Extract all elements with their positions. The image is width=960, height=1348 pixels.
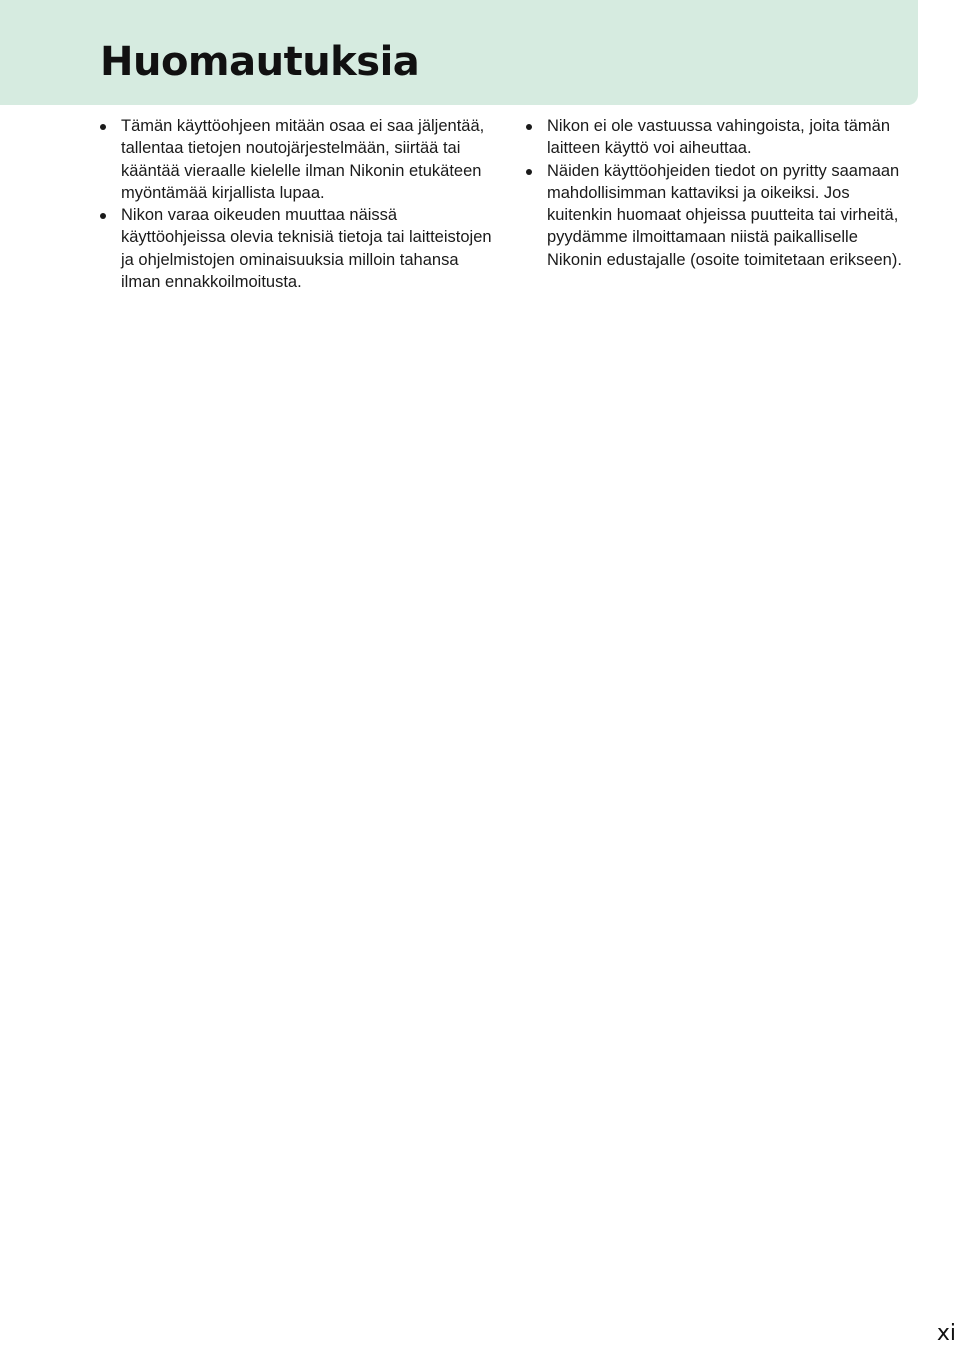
list-item [100,115,500,204]
page-title: Huomautuksia [100,39,420,85]
list-item [100,204,500,293]
right-column-list [526,115,906,271]
list-item [526,115,906,160]
list-item-text: Tämän käyttöohjeen mitään osaa ei saa jäljentää, tallentaa tietojen noutojärjestelmään, siirtää tai kääntää vieraalle kielelle ilman Nikonin etukäteen myöntämää kirjallista lupaa. [121,117,485,202]
page-number: xi [936,1321,956,1346]
list-item-text: Nikon ei ole vastuussa vahingoista, joita tämän laitteen käyttö voi aiheuttaa. [547,117,891,158]
bullet-icon [100,213,106,219]
bullet-icon [100,124,106,130]
list-item [526,160,906,271]
bullet-icon [526,169,532,175]
list-item-text: Nikon varaa oikeuden muuttaa näissä käyttöohjeissa olevia teknisiä tietoja tai laitteistojen ja ohjelmistojen ominaisuuksia milloin tahansa ilman ennakkoilmoitusta. [121,206,492,292]
bullet-icon [526,124,532,130]
left-column-list [100,115,500,293]
list-item-text: Näiden käyttöohjeiden tiedot on pyritty saamaan mahdollisimman kattaviksi ja oikeiksi. Jos kuitenkin huomaat ohjeissa puutteita tai virheitä, pyydämme ilmoittamaan niistä paikalliselle Nikonin edustajalle (osoite toimitetaan erikseen). [547,161,902,269]
